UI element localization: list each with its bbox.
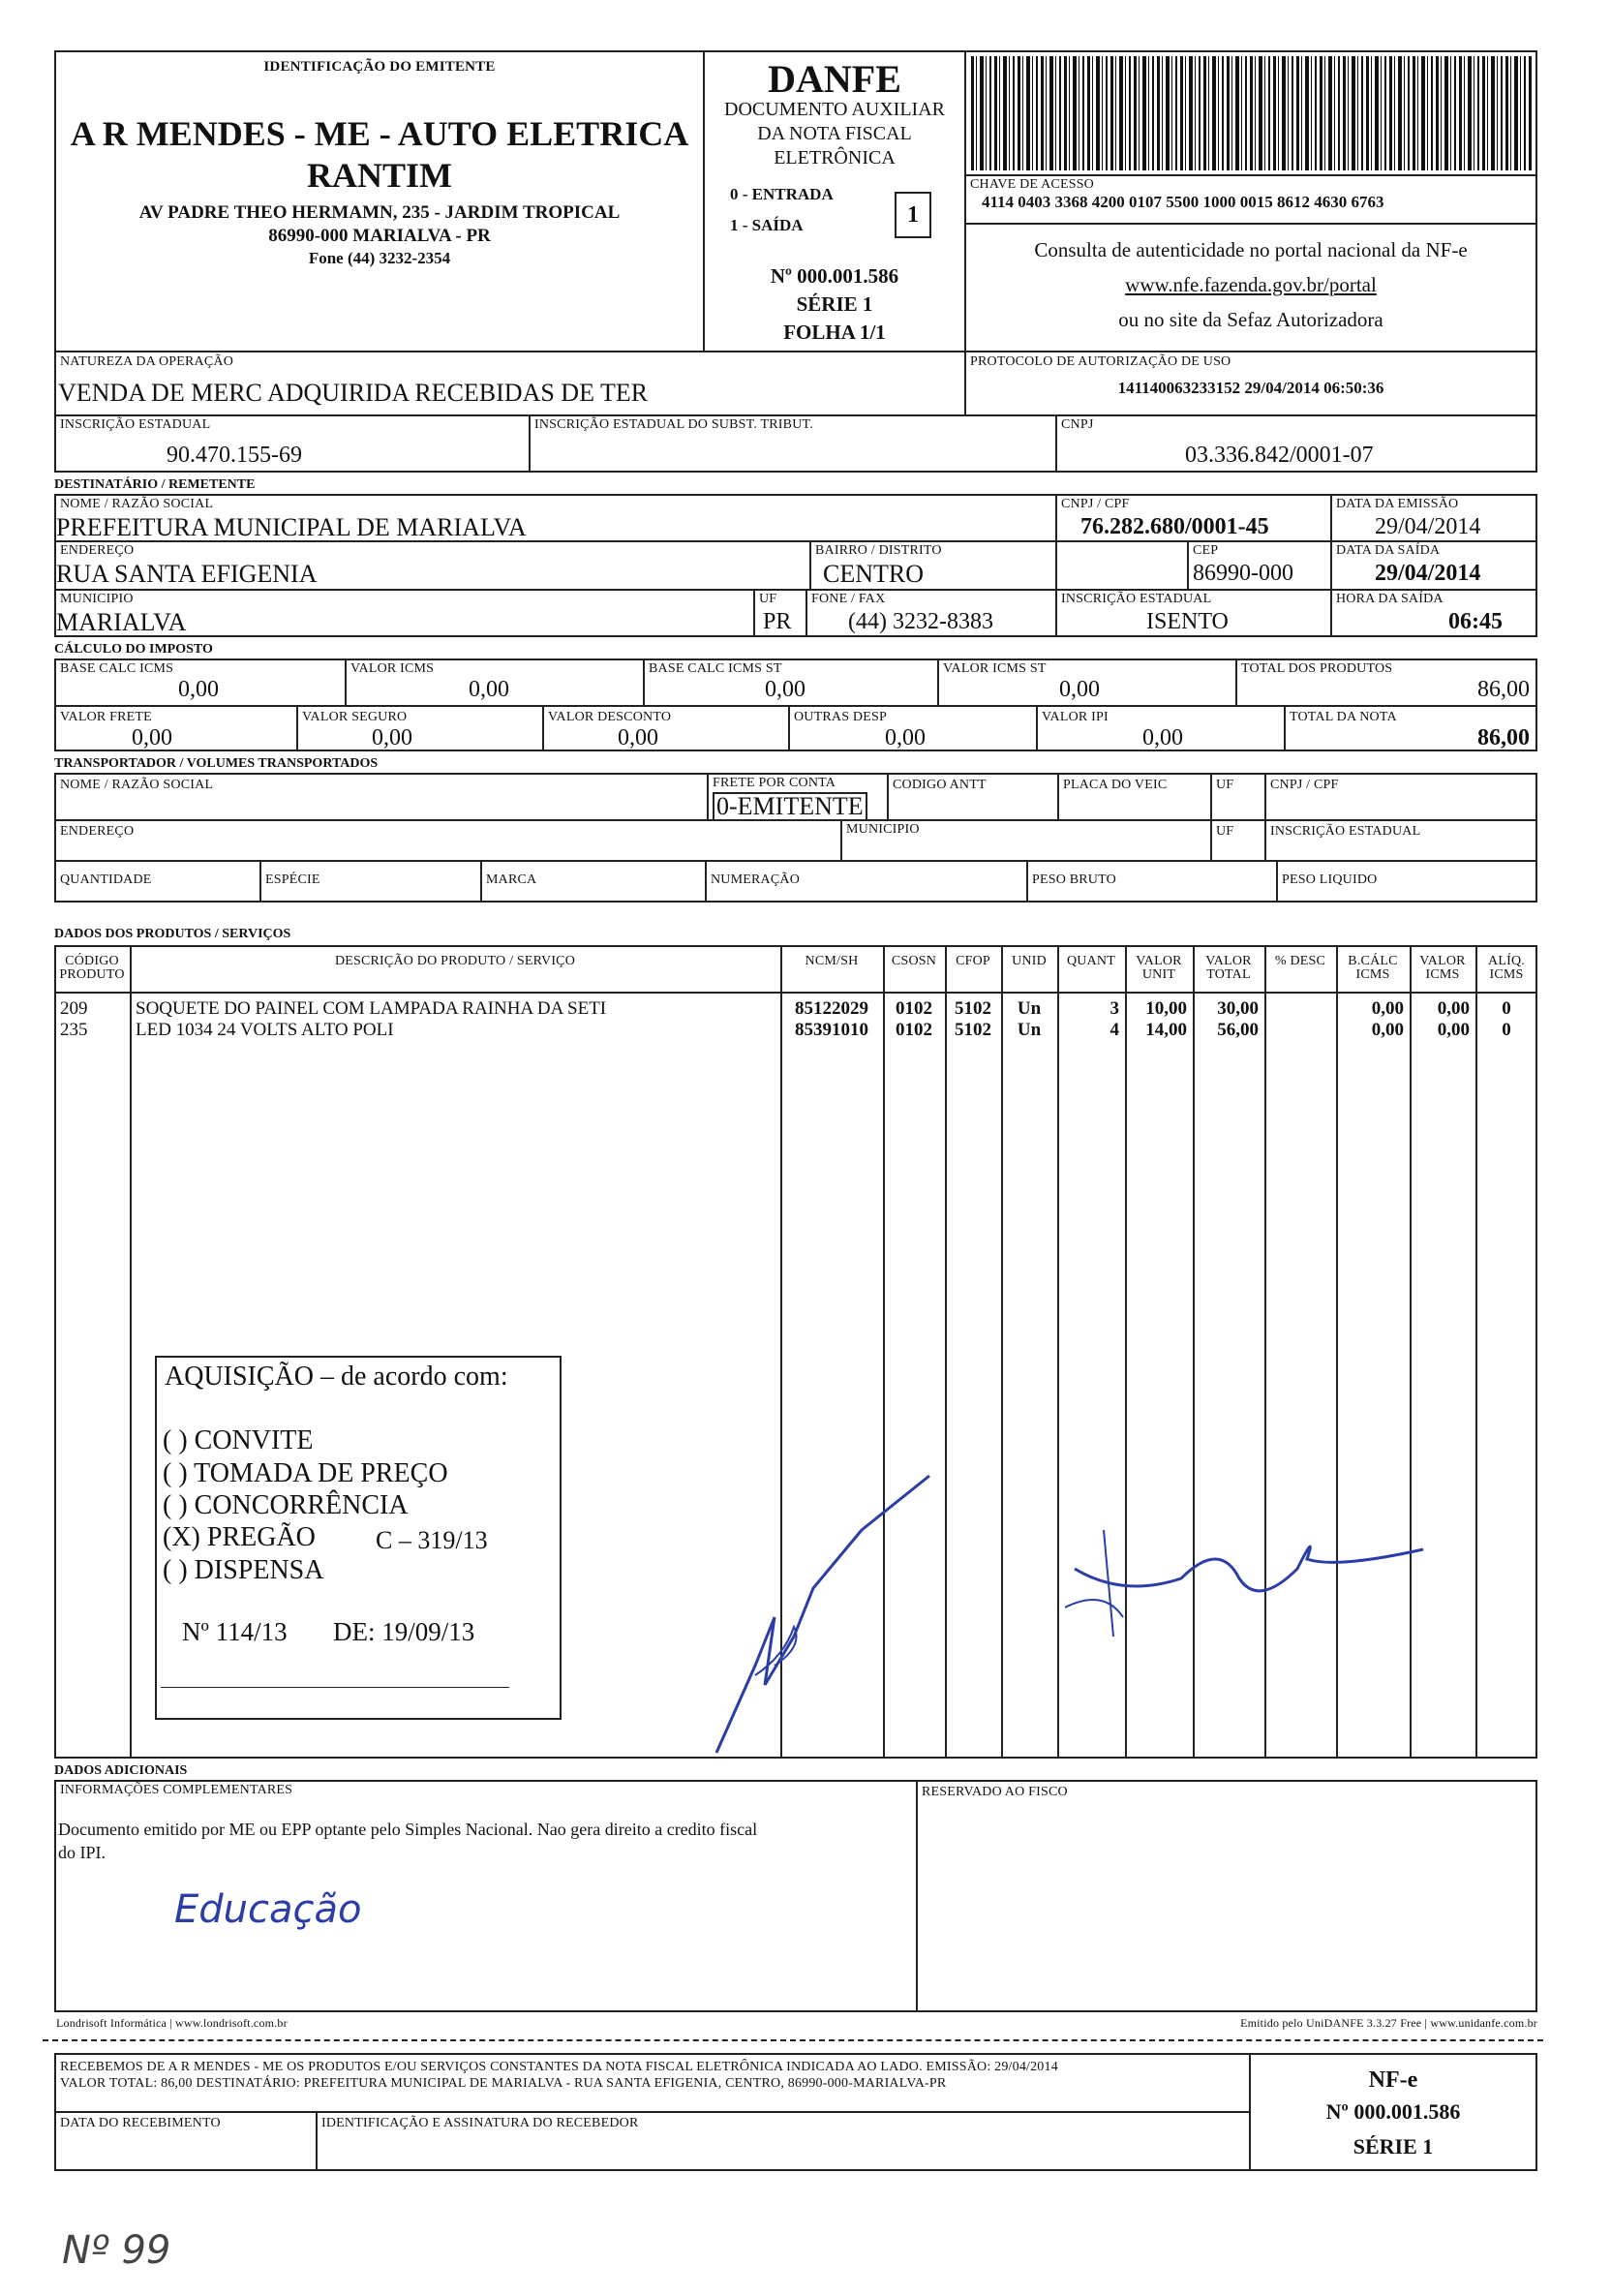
row-unid: Un	[1017, 1020, 1042, 1040]
base-st: 0,00	[765, 677, 806, 702]
danfe-folha: FOLHA 1/1	[783, 321, 886, 344]
consulta-text: Consulta de autenticidade no portal nacional da NF-e	[1034, 238, 1468, 261]
outras-label: OUTRAS DESP	[794, 710, 887, 724]
dest-uf-label: UF	[759, 592, 777, 606]
transp-ie-label: INSCRIÇÃO ESTADUAL	[1270, 824, 1421, 839]
ie-label: INSCRIÇÃO ESTADUAL	[60, 417, 211, 432]
frete: 0,00	[132, 725, 172, 750]
seguro: 0,00	[372, 725, 412, 750]
cut-line	[43, 2039, 1543, 2041]
canhoto-text-2: VALOR TOTAL: 86,00 DESTINATÁRIO: PREFEITURA MUNICIPAL DE MARIALVA - RUA SANTA EFIGENIA, CENTRO, 86990-000-MARIALVA-PR	[60, 2076, 947, 2091]
info-label: INFORMAÇÕES COMPLEMENTARES	[60, 1783, 293, 1797]
transp-frete-label: FRETE POR CONTA	[713, 776, 836, 790]
dest-ie-label: INSCRIÇÃO ESTADUAL	[1061, 592, 1212, 606]
row-quant: 3	[1109, 998, 1119, 1019]
numeracao-label: NUMERAÇÃO	[711, 872, 801, 887]
saida-label: 1 - SAÍDA	[730, 216, 804, 234]
protocolo-value: 141140063233152 29/04/2014 06:50:36	[1117, 379, 1384, 397]
transp-uf-label: UF	[1216, 778, 1234, 792]
destinatario-section: DESTINATÁRIO / REMETENTE	[54, 477, 256, 492]
quantidade-label: QUANTIDADE	[60, 872, 152, 887]
dest-nome: PREFEITURA MUNICIPAL DE MARIALVA	[56, 513, 527, 541]
th-vicms: VALOR ICMS	[1419, 954, 1466, 982]
danfe-subtitle-2: DA NOTA FISCAL	[757, 123, 912, 144]
base-icms: 0,00	[178, 677, 219, 702]
natureza-value: VENDA DE MERC ADQUIRIDA RECEBIDAS DE TER	[58, 379, 649, 407]
row-descricao: SOQUETE DO PAINEL COM LAMPADA RAINHA DA SETI	[136, 998, 607, 1019]
danfe-serie: SÉRIE 1	[796, 292, 873, 316]
dest-hora: 06:45	[1448, 609, 1503, 634]
th-unid: UNID	[1012, 954, 1047, 968]
row-vicms: 0,00	[1437, 998, 1470, 1019]
row-cfop: 5102	[955, 998, 991, 1019]
stamp-pregao-num: C – 319/13	[376, 1526, 488, 1554]
dest-saida: 29/04/2014	[1375, 561, 1481, 586]
stamp-convite: ( ) CONVITE	[163, 1425, 314, 1455]
protocolo-label: PROTOCOLO DE AUTORIZAÇÃO DE USO	[970, 354, 1231, 369]
transp-cnpj-label: CNPJ / CPF	[1270, 778, 1339, 792]
ipi-label: VALOR IPI	[1042, 710, 1109, 724]
row-aliq: 0	[1502, 998, 1511, 1019]
canhoto-serie: SÉRIE 1	[1353, 2134, 1434, 2158]
row-codigo: 209	[60, 998, 88, 1019]
transp-municipio-label: MUNICIPIO	[846, 822, 920, 837]
canhoto-text-1: RECEBEMOS DE A R MENDES - ME OS PRODUTOS E/OU SERVIÇOS CONSTANTES DA NOTA FISCAL ELETRÔNICA INDICADA AO LADO. EMISSÃO: 29/04/2014	[60, 2060, 1058, 2074]
valor-st-label: VALOR ICMS ST	[943, 661, 1047, 676]
assinatura-label: IDENTIFICAÇÃO E ASSINATURA DO RECEBEDOR	[321, 2116, 639, 2130]
signature-left	[697, 1472, 949, 1762]
base-icms-label: BASE CALC ICMS	[60, 661, 174, 676]
outras: 0,00	[885, 725, 926, 750]
emitente-name-2: RANTIM	[307, 156, 452, 195]
row-ncm: 85391010	[795, 1020, 868, 1040]
total-prod: 86,00	[1477, 677, 1530, 702]
transp-placa-label: PLACA DO VEIC	[1063, 778, 1168, 792]
stamp-pregao: (X) PREGÃO	[163, 1522, 316, 1552]
sefaz-text: ou no site da Sefaz Autorizadora	[1118, 308, 1383, 331]
stamp-tomada: ( ) TOMADA DE PREÇO	[163, 1458, 448, 1488]
desconto-label: VALOR DESCONTO	[548, 710, 672, 724]
total-prod-label: TOTAL DOS PRODUTOS	[1241, 661, 1393, 676]
chave-label: CHAVE DE ACESSO	[970, 177, 1094, 192]
dest-bairro: CENTRO	[823, 560, 924, 588]
dest-emissao-label: DATA DA EMISSÃO	[1336, 497, 1459, 511]
total-nota: 86,00	[1477, 725, 1530, 750]
row-vtotal: 30,00	[1217, 998, 1259, 1019]
signature-right	[1065, 1501, 1433, 1656]
dest-cep: 86990-000	[1193, 561, 1293, 586]
natureza-label: NATUREZA DA OPERAÇÃO	[60, 354, 234, 369]
dest-cnpj: 76.282.680/0001-45	[1080, 514, 1269, 539]
dest-fone: (44) 3232-8383	[848, 609, 993, 634]
tipo-box: 1	[895, 192, 931, 238]
th-aliq: ALÍQ. ICMS	[1488, 954, 1525, 982]
row-unid: Un	[1017, 998, 1042, 1019]
row-vunit: 14,00	[1145, 1020, 1187, 1040]
row-vunit: 10,00	[1145, 998, 1187, 1019]
cnpj-label: CNPJ	[1061, 417, 1094, 432]
valor-st: 0,00	[1059, 677, 1100, 702]
dest-bairro-label: BAIRRO / DISTRITO	[815, 543, 942, 558]
base-st-label: BASE CALC ICMS ST	[649, 661, 782, 676]
recebimento-row	[54, 2111, 1251, 2171]
dest-hora-label: HORA DA SAÍDA	[1336, 592, 1444, 606]
ipi: 0,00	[1142, 725, 1183, 750]
dest-cep-label: CEP	[1193, 543, 1219, 558]
transp-uf2-label: UF	[1216, 824, 1234, 839]
transportador-section: TRANSPORTADOR / VOLUMES TRANSPORTADOS	[54, 756, 379, 771]
stamp-concorrencia: ( ) CONCORRÊNCIA	[163, 1490, 409, 1520]
row-descricao: LED 1034 24 VOLTS ALTO POLI	[136, 1020, 394, 1040]
row-csosn: 0102	[896, 998, 932, 1019]
canhoto-nfe: NF-e	[1368, 2067, 1418, 2093]
fisco-label: RESERVADO AO FISCO	[922, 1785, 1068, 1799]
dest-municipio: MARIALVA	[56, 608, 187, 636]
transp-nome-label: NOME / RAZÃO SOCIAL	[60, 778, 214, 792]
dest-municipio-label: MUNICIPIO	[60, 592, 134, 606]
stamp-dispensa: ( ) DISPENSA	[163, 1555, 324, 1585]
emitente-address: AV PADRE THEO HERMAMN, 235 - JARDIM TROPICAL	[138, 202, 621, 223]
emitente-phone: Fone (44) 3232-2354	[308, 249, 451, 267]
canhoto-numero: Nº 000.001.586	[1325, 2099, 1461, 2124]
dest-endereco: RUA SANTA EFIGENIA	[56, 560, 318, 588]
stamp-data: DE: 19/09/13	[333, 1617, 475, 1646]
valor-icms: 0,00	[469, 677, 509, 702]
cnpj-value: 03.336.842/0001-07	[1185, 443, 1374, 468]
row-vtotal: 56,00	[1217, 1020, 1259, 1040]
peso-bruto-label: PESO BRUTO	[1032, 872, 1116, 887]
row-codigo: 235	[60, 1020, 88, 1040]
emitente-section-label: IDENTIFICAÇÃO DO EMITENTE	[263, 59, 496, 75]
transp-antt-label: CODIGO ANTT	[893, 778, 987, 792]
th-codigo: CÓDIGO PRODUTO	[59, 954, 125, 982]
entrada-label: 0 - ENTRADA	[730, 185, 834, 203]
dest-fone-label: FONE / FAX	[811, 592, 886, 606]
chave-value: 4114 0403 3368 4200 0107 5500 1000 0015 8612 4630 6763	[982, 193, 1384, 211]
dest-ie: ISENTO	[1146, 609, 1229, 634]
dest-emissao: 29/04/2014	[1375, 514, 1481, 539]
transp-endereco-label: ENDEREÇO	[60, 824, 135, 839]
handwritten-number: Nº 99	[62, 2228, 171, 2273]
fisco-box	[916, 1780, 1537, 2012]
info-text-2: do IPI.	[58, 1843, 106, 1862]
especie-label: ESPÉCIE	[265, 872, 320, 887]
peso-liquido-label: PESO LIQUIDO	[1282, 872, 1378, 887]
dest-cnpj-label: CNPJ / CPF	[1061, 497, 1130, 511]
info-text-1: Documento emitido por ME ou EPP optante pelo Simples Nacional. Nao gera direito a credito fiscal	[58, 1820, 758, 1839]
row-quant: 4	[1109, 1020, 1119, 1040]
ie-value: 90.470.155-69	[167, 443, 302, 468]
th-bcalc: B.CÁLC ICMS	[1348, 954, 1398, 982]
danfe-title: DANFE	[768, 57, 901, 101]
marca-label: MARCA	[486, 872, 537, 887]
total-nota-label: TOTAL DA NOTA	[1290, 710, 1397, 724]
dest-nome-label: NOME / RAZÃO SOCIAL	[60, 497, 214, 511]
danfe-subtitle-3: ELETRÔNICA	[774, 147, 896, 168]
dest-saida-label: DATA DA SAÍDA	[1336, 543, 1441, 558]
row-vicms: 0,00	[1437, 1020, 1470, 1040]
barcode	[971, 56, 1533, 170]
row-cfop: 5102	[955, 1020, 991, 1040]
row-bcalc: 0,00	[1371, 998, 1404, 1019]
imposto-section: CÁLCULO DO IMPOSTO	[54, 642, 213, 657]
frete-label: VALOR FRETE	[60, 710, 152, 724]
emitente-name: A R MENDES - ME - AUTO ELETRICA	[70, 114, 689, 153]
row-ncm: 85122029	[795, 998, 868, 1019]
emitente-city: 86990-000 MARIALVA - PR	[268, 226, 491, 246]
handwritten-educacao: Educação	[174, 1887, 362, 1932]
emitente-box	[54, 50, 705, 352]
th-vunit: VALOR UNIT	[1136, 954, 1182, 982]
th-ncm: NCM/SH	[805, 954, 859, 968]
th-desc: % DESC	[1274, 954, 1326, 968]
dest-endereco-label: ENDEREÇO	[60, 543, 135, 558]
danfe-subtitle-1: DOCUMENTO AUXILIAR	[724, 99, 945, 120]
row-csosn: 0102	[896, 1020, 932, 1040]
th-descricao: DESCRIÇÃO DO PRODUTO / SERVIÇO	[334, 954, 576, 968]
seguro-label: VALOR SEGURO	[302, 710, 408, 724]
portal-link[interactable]: www.nfe.fazenda.gov.br/portal	[1125, 273, 1377, 296]
row-bcalc: 0,00	[1371, 1020, 1404, 1040]
transp-frete: 0-EMITENTE	[713, 792, 867, 821]
th-quant: QUANT	[1067, 954, 1115, 968]
produtos-section: DADOS DOS PRODUTOS / SERVIÇOS	[54, 927, 291, 941]
th-csosn: CSOSN	[891, 954, 937, 968]
footer-right: Emitido pelo UniDANFE 3.3.27 Free | www.unidanfe.com.br	[1240, 2016, 1537, 2030]
dest-uf: PR	[763, 609, 792, 634]
row-aliq: 0	[1502, 1020, 1511, 1040]
th-cfop: CFOP	[956, 954, 990, 968]
ie-st-label: INSCRIÇÃO ESTADUAL DO SUBST. TRIBUT.	[534, 417, 813, 432]
data-recebimento-label: DATA DO RECEBIMENTO	[60, 2116, 221, 2130]
valor-icms-label: VALOR ICMS	[350, 661, 435, 676]
stamp-numero: Nº 114/13	[182, 1617, 288, 1646]
footer-left: Londrisoft Informática | www.londrisoft.com.br	[56, 2016, 288, 2030]
desconto: 0,00	[618, 725, 658, 750]
adicionais-section: DADOS ADICIONAIS	[54, 1763, 188, 1778]
th-vtotal: VALOR TOTAL	[1205, 954, 1252, 982]
stamp-title: AQUISIÇÃO – de acordo com:	[165, 1362, 508, 1392]
danfe-numero: Nº 000.001.586	[770, 264, 899, 288]
